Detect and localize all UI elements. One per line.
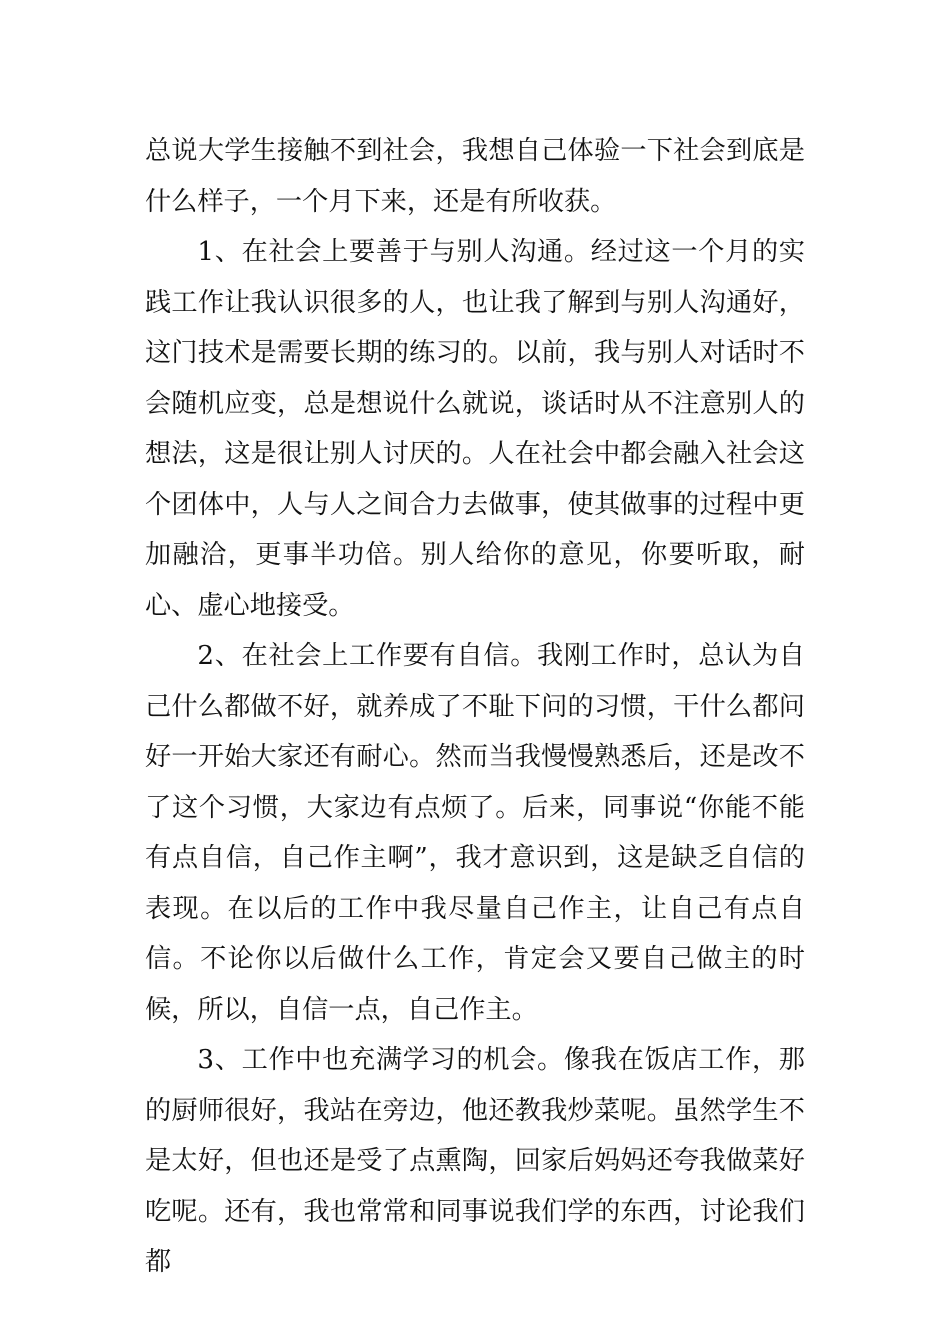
paragraph-intro: 总说大学生接触不到社会，我想自己体验一下社会到底是什么样子，一个月下来，还是有所收获。 <box>145 136 805 217</box>
paragraph-point-3: 3、工作中也充满学习的机会。像我在饭店工作，那的厨师很好，我站在旁边，他还教我炒菜呢。虽然学生不是太好，但也还是受了点熏陶，回家后妈妈还夸我做菜好吃呢。还有，我也常常和同事说我们学的东西，讨论我们都 <box>145 1045 805 1277</box>
paragraph-point-1: 1、在社会上要善于与别人沟通。经过这一个月的实践工作让我认识很多的人，也让我了解到与别人沟通好，这门技术是需要长期的练习的。以前，我与别人对话时不会随机应变，总是想说什么就说，谈话时从不注意别人的想法，这是很让别人讨厌的。人在社会中都会融入社会这个团体中，人与人之间合力去做事，使其做事的过程中更加融洽，更事半功倍。别人给你的意见，你要听取，耐心、虚心地接受。 <box>145 237 805 621</box>
document-body <box>145 126 805 1288</box>
paragraph-point-2: 2、在社会上工作要有自信。我刚工作时，总认为自己什么都做不好，就养成了不耻下问的习惯，干什么都问好一开始大家还有耐心。然而当我慢慢熟悉后，还是改不了这个习惯，大家边有点烦了。后来，同事说“你能不能有点自信，自己作主啊”，我才意识到，这是缺乏自信的表现。在以后的工作中我尽量自己作主，让自己有点自信。不论你以后做什么工作，肯定会又要自己做主的时候，所以，自信一点，自己作主。 <box>145 641 805 1025</box>
